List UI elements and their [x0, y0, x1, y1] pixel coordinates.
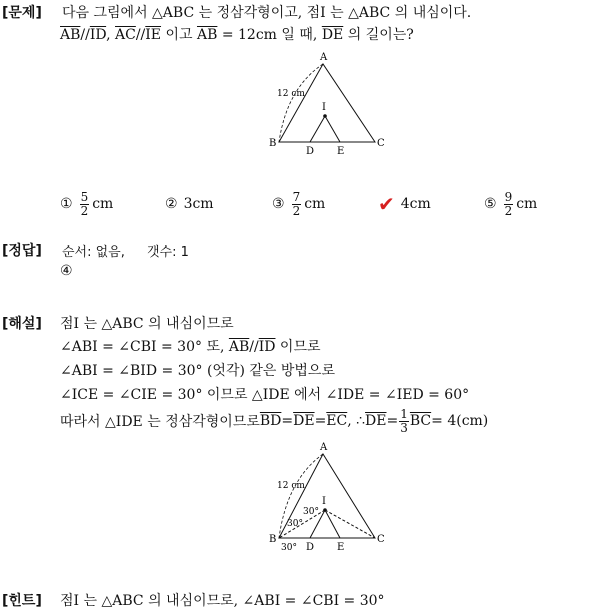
triangle-figure-1 [265, 50, 385, 155]
option-4[interactable] [378, 186, 431, 222]
explanation-label: [해설] [2, 316, 42, 332]
problem-text-fragment: , [106, 27, 116, 43]
fig1-label-A: A [320, 52, 328, 63]
fig1-label-E: E [337, 146, 345, 155]
fig2-angle-top: 30° [303, 507, 319, 517]
option-number: ③ [272, 196, 285, 212]
segment-name: $\overline{IE}$ [145, 27, 162, 43]
option-unit: cm [92, 196, 114, 212]
problem-text-fragment: 이고 [161, 27, 197, 43]
answer-count: 갯수: 1 [147, 245, 189, 260]
problem-label: [문제] [2, 5, 42, 21]
explanation-line4: ∠ICE = ∠CIE = 30° 이므로 △IDE 에서 ∠IDE = ∠IED = 60° [60, 387, 470, 403]
problem-text-fragment: // [80, 27, 90, 43]
answer-order: 순서: 없음, [62, 245, 125, 260]
problem-text-fragment: // [135, 27, 146, 43]
problem-text-line1: 다음 그림에서 △ABC 는 정삼각형이고, 점I 는 △ABC 의 내심이다. [62, 5, 472, 21]
explanation-line1: 점I 는 △ABC 의 내심이므로 [60, 316, 234, 332]
segment-name: $\overline{DE}$ [321, 27, 344, 43]
option-5[interactable] [484, 186, 537, 222]
option-fraction: $\frac{9}{2}$ [504, 189, 513, 218]
fig2-label-D: D [306, 542, 315, 553]
explanation-line2: ∠ABI = ∠CBI = 30° 또, $\overline{AB}//\overline{ID}$ 이므로 [60, 339, 321, 355]
hint-label: [힌트] [2, 593, 42, 609]
option-text: 3cm [183, 196, 214, 212]
problem-text-fragment: 의 길이는? [343, 27, 414, 43]
option-unit: cm [304, 196, 326, 212]
fig2-angle-bottom: 30° [281, 543, 297, 553]
segment-name: $\overline{AC}$ [115, 27, 136, 43]
option-number: ① [60, 196, 73, 212]
fig1-label-I: I [322, 102, 326, 113]
option-1[interactable] [60, 186, 113, 222]
fig2-label-C: C [377, 534, 385, 545]
fig2-angle-mid: 30° [287, 519, 303, 529]
checkmark-icon: ✔ [378, 192, 395, 216]
fig2-label-A: A [320, 442, 328, 453]
answer-label: [정답] [2, 243, 42, 259]
fig1-label-D: D [306, 146, 315, 155]
option-number: ⑤ [484, 196, 497, 212]
problem-text-fragment: = 12cm 일 때, [217, 27, 322, 43]
option-3[interactable] [272, 186, 325, 222]
explanation-line5: 따라서 △IDE 는 정삼각형이므로 $\overline{BD}$ = $\overline{DE}$ = $\overline{EC}$ , ∴ $\overline{DE}$ = $\frac{1}{3}$ $\overline{BC}$ = 4(cm) [60, 406, 489, 435]
answer-value: ④ [60, 263, 73, 279]
option-number: ② [165, 196, 178, 212]
option-unit: cm [516, 196, 538, 212]
fig1-label-C: C [377, 138, 385, 149]
fig2-side-label: 12 cm [277, 481, 305, 491]
segment-name: $\overline{AB}$ [60, 27, 81, 43]
segment-name: $\overline{ID}$ [89, 27, 107, 43]
option-2[interactable] [165, 186, 214, 222]
fig2-label-I: I [322, 496, 326, 507]
explanation-line3: ∠ABI = ∠BID = 30° (엇각) 같은 방법으로 [60, 363, 335, 379]
segment-name: $\overline{AB}$ [196, 27, 218, 43]
hint-text: 점I 는 △ABC 의 내심이므로, ∠ABI = ∠CBI = 30° [60, 593, 385, 609]
option-text: 4cm [400, 196, 431, 212]
fraction-one-third: $\frac{1}{3}$ [400, 406, 408, 435]
fig1-side-label: 12 cm [277, 89, 305, 99]
problem-text-line2 [60, 24, 414, 44]
fig2-label-B: B [269, 534, 277, 545]
option-fraction: $\frac{7}{2}$ [292, 189, 301, 218]
option-fraction: $\frac{5}{2}$ [80, 189, 89, 218]
fig1-label-B: B [269, 138, 277, 149]
triangle-figure-2 [265, 440, 385, 555]
fig2-label-E: E [337, 542, 345, 553]
